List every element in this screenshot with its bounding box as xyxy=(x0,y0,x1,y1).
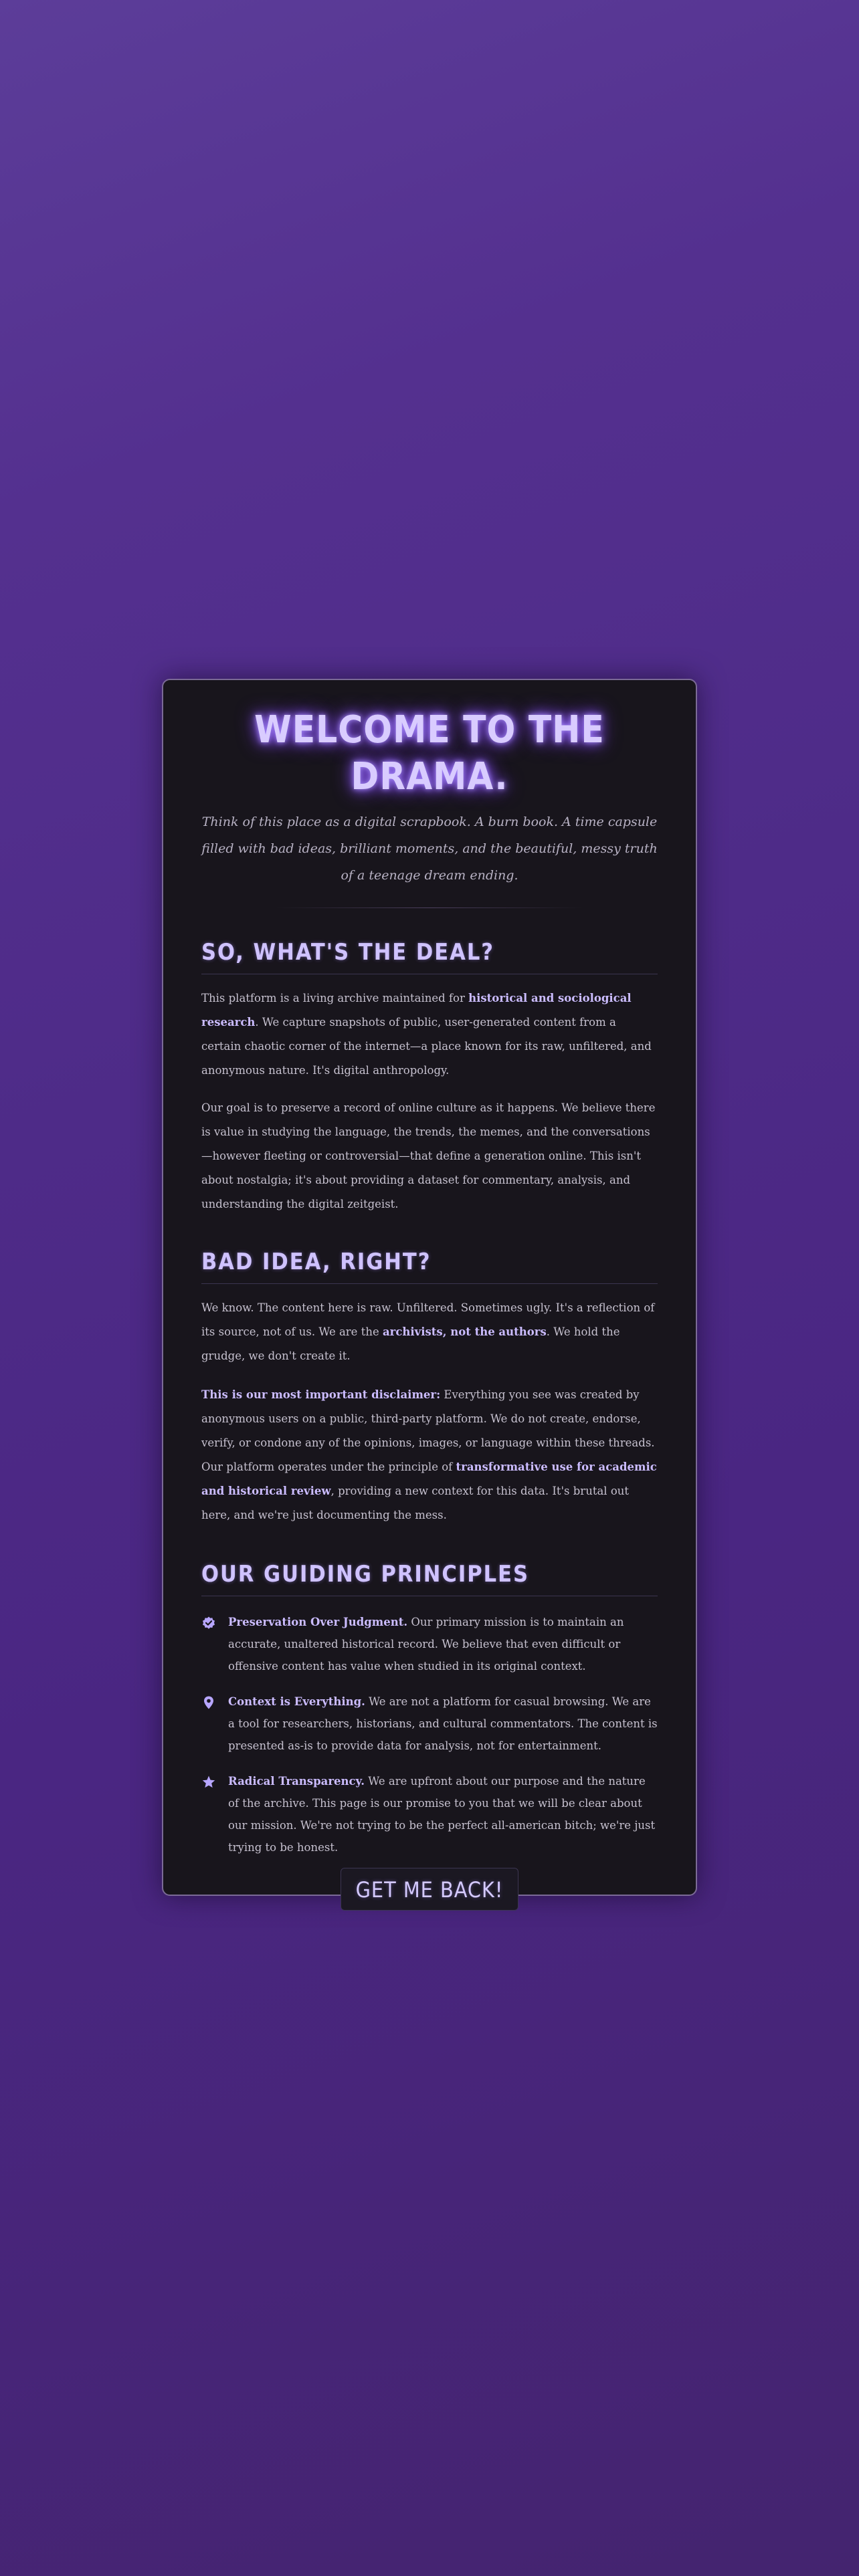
section-principles xyxy=(201,1558,658,1858)
bad-paragraph-1 xyxy=(201,1296,658,1368)
section-heading-deal: SO, WHAT'S THE DEAL? xyxy=(201,936,658,974)
deal-p1-text-start: This platform is a living archive maintained for xyxy=(201,992,469,1004)
bad-p1-highlight: archivists, not the authors xyxy=(382,1325,547,1338)
section-deal xyxy=(201,936,658,1216)
principle-text xyxy=(228,1691,658,1757)
get-me-back-button[interactable]: GET ME BACK! xyxy=(341,1868,519,1911)
principle-item xyxy=(201,1691,658,1757)
principle-text xyxy=(228,1611,658,1677)
principle-name: Context is Everything. xyxy=(228,1695,365,1708)
disclaimer-highlight: transformative use for academic and historical review xyxy=(201,1461,657,1497)
page-subtitle: Think of this place as a digital scrapbook. A burn book. A time capsule filled with bad ideas, brilliant moments, and the beautiful, messy truth of a teenage dream ending. xyxy=(201,815,658,883)
deal-p1-highlight: historical and sociological research xyxy=(201,992,632,1029)
divider xyxy=(276,907,583,908)
principle-name: Radical Transparency. xyxy=(228,1775,365,1788)
disclaimer-text-start: Everything you see was created by anonymous users on a public, third-party platform. We do not create, endorse, verify, or condone any of the opinions, images, or language within these threads. Our platform operates under the principle of xyxy=(201,1388,655,1473)
bad-p1-text-start: We know. The content here is raw. Unfiltered. Sometimes ugly. It's a reflection of its source, not of us. We are the xyxy=(201,1301,655,1338)
star-icon xyxy=(201,1775,216,1790)
section-heading-principles: OUR GUIDING PRINCIPLES xyxy=(201,1558,658,1596)
deal-p1-text-end: . We capture snapshots of public, user-generated content from a certain chaotic corner of the internet—a place known for its raw, unfiltered, and anonymous nature. It's digital anthropology. xyxy=(201,1016,652,1077)
principle-description: Our primary mission is to maintain an accurate, unaltered historical record. We believe that even difficult or offensive content has value when studied in its original context. xyxy=(228,1616,624,1673)
check-badge-icon xyxy=(201,1616,216,1630)
principle-description: We are not a platform for casual browsing. We are a tool for researchers, historians, and cultural commentators. The content is presented as-is to provide data for analysis, not for entertainment. xyxy=(228,1695,658,1752)
section-heading-bad-idea: BAD IDEA, RIGHT? xyxy=(201,1246,658,1284)
disclaimer-paragraph xyxy=(201,1383,658,1527)
principle-name: Preservation Over Judgment. xyxy=(228,1616,408,1628)
deal-paragraph-2: Our goal is to preserve a record of online culture as it happens. We believe there is value in studying the language, the trends, the memes, and the conversations—however fleeting or controversial—that define a generation online. This isn't about nostalgia; it's about providing a dataset for commentary, analysis, and understanding the digital zeitgeist. xyxy=(201,1101,656,1210)
disclaimer-label: This is our most important disclaimer: xyxy=(201,1388,441,1401)
page-title: WELCOME TO THE DRAMA. xyxy=(254,708,605,798)
bad-p1-text-end: . We hold the grudge, we don't create it. xyxy=(201,1325,620,1362)
principle-item xyxy=(201,1770,658,1858)
principle-item xyxy=(201,1611,658,1677)
principle-description: We are upfront about our purpose and the nature of the archive. This page is our promise to you that we will be clear about our mission. We're not trying to be the perfect all-american bitch; we're just trying to be honest. xyxy=(228,1775,656,1854)
location-pin-icon xyxy=(201,1695,216,1710)
section-bad-idea xyxy=(201,1246,658,1527)
deal-paragraph-1 xyxy=(201,986,658,1083)
welcome-card xyxy=(162,679,697,1903)
disclaimer-text-end: , providing a new context for this data. It's brutal out here, and we're just documenting the mess. xyxy=(201,1485,630,1521)
principle-text xyxy=(228,1770,658,1858)
button-wrapper xyxy=(201,1868,658,1911)
